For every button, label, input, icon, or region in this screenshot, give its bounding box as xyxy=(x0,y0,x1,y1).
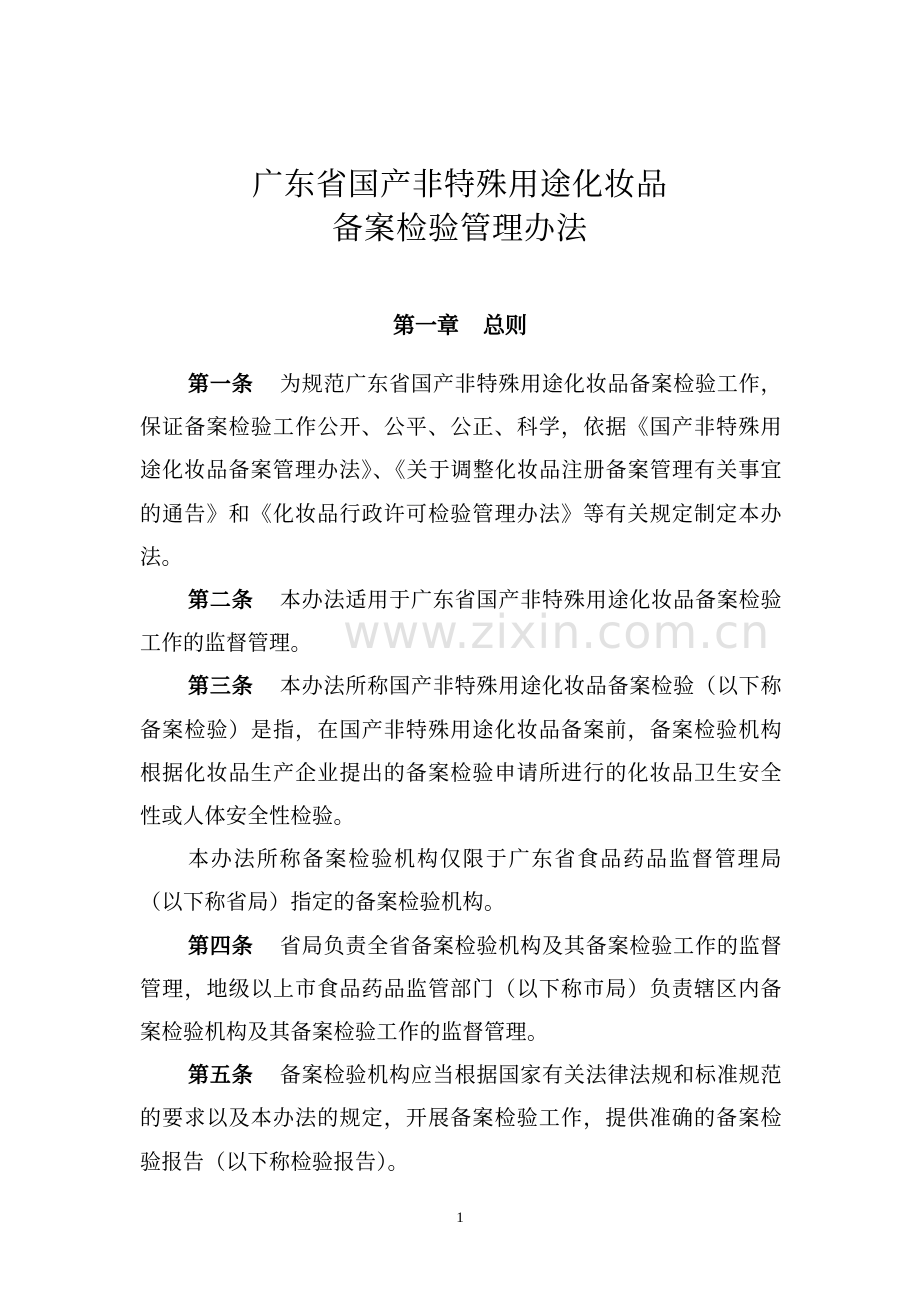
article-label: 第五条 xyxy=(188,1063,254,1088)
document-title-line1: 广东省国产非特殊用途化妆品 xyxy=(252,167,668,203)
article-text: 本办法所称国产非特殊用途化妆品备案检验（以下称备案检验）是指，在国产非特殊用途化妆品备案前，备案检验机构根据化妆品生产企业提出的备案检验申请所进行的化妆品卫生安全性或人体安全性检验。 xyxy=(140,674,783,829)
article-text: 为规范广东省国产非特殊用途化妆品备案检验工作，保证备案检验工作公开、公平、公正、科学，依据《国产非特殊用途化妆品备案管理办法》、《关于调整化妆品注册备案管理有关事宜的通告》和《化妆品行政许可检验管理办法》等有关规定制定本办法。 xyxy=(140,372,783,569)
article-text: 省局负责全省备案检验机构及其备案检验工作的监督管理，地级以上市食品药品监管部门（以下称市局）负责辖区内备案检验机构及其备案检验工作的监督管理。 xyxy=(140,933,783,1045)
article-text: 本办法所称备案检验机构仅限于广东省食品药品监督管理局（以下称省局）指定的备案检验机构。 xyxy=(140,847,782,915)
article-text: 本办法适用于广东省国产非特殊用途化妆品备案检验工作的监督管理。 xyxy=(140,588,783,656)
watermark: www.zixin.com.cn xyxy=(343,605,771,659)
article-text: 备案检验机构应当根据国家有关法律法规和标准规范的要求以及本办法的规定，开展备案检验工作，提供准确的备案检验报告（以下称检验报告）。 xyxy=(140,1063,783,1174)
article-3-paragraph-2 xyxy=(140,838,782,924)
chapter-heading xyxy=(0,311,920,343)
article-4 xyxy=(140,925,782,1055)
document-title-line2: 备案检验管理办法 xyxy=(332,211,588,247)
article-label: 第三条 xyxy=(188,674,254,699)
chapter-number: 第一章 xyxy=(392,314,459,339)
page-number: 1 xyxy=(456,1210,464,1226)
document-body xyxy=(140,363,782,1184)
article-label: 第二条 xyxy=(188,588,254,613)
article-3 xyxy=(140,665,782,838)
article-5 xyxy=(140,1054,782,1184)
article-label: 第四条 xyxy=(188,933,254,958)
article-label: 第一条 xyxy=(188,372,254,396)
chapter-name: 总则 xyxy=(483,314,528,339)
article-1 xyxy=(140,363,782,579)
